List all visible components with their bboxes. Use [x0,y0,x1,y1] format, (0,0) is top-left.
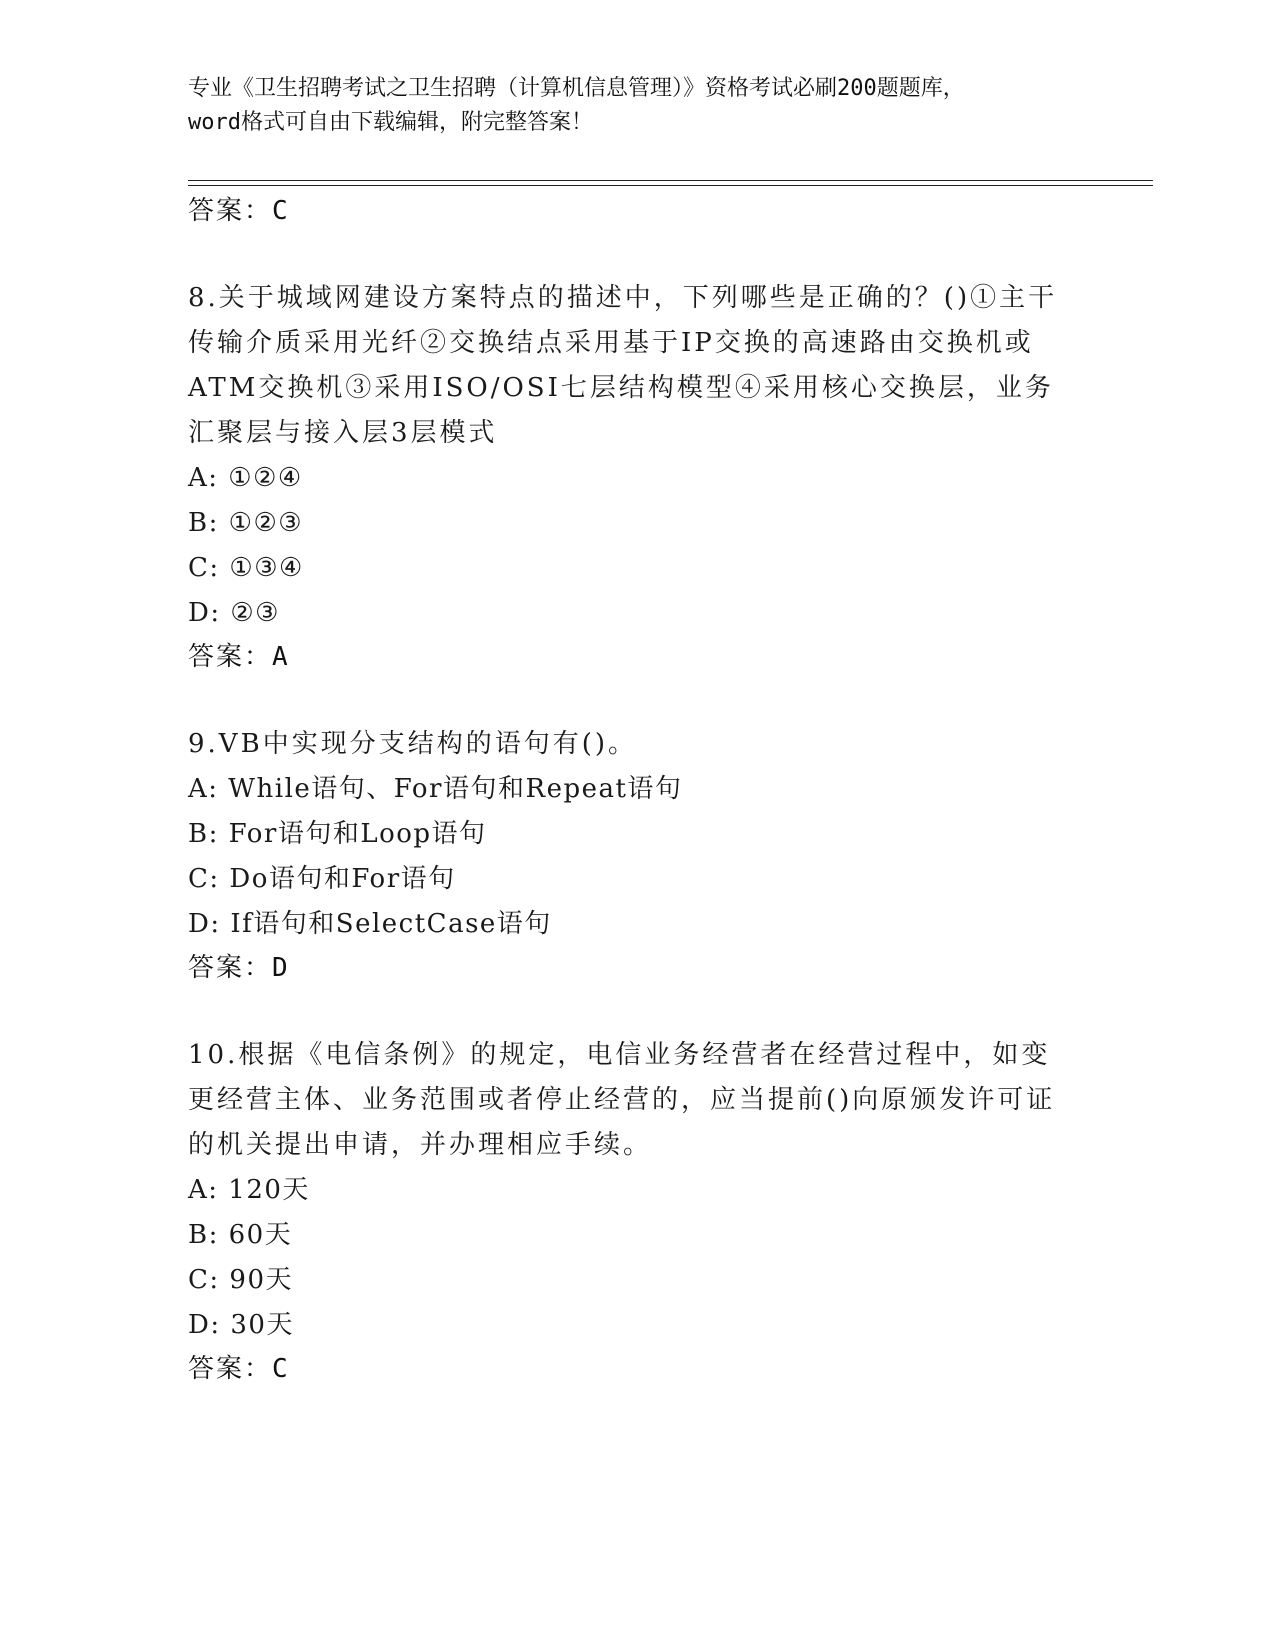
answer-value: C [272,196,288,226]
answer-label: 答案： [188,953,273,983]
question-text: 10.根据《电信条例》的规定，电信业务经营者在经营过程中，如变更经营主体、业务范围或者停止经营的，应当提前()向原颁发许可证的机关提出申请，并办理相应手续。 [188,1040,1056,1160]
answer-label: 答案： [188,642,273,672]
header-divider-top [188,180,1153,181]
question-text: 9.VB中实现分支结构的语句有()。 [188,729,637,759]
answer-label: 答案： [188,196,273,226]
option-a: A: ①②④ [188,463,303,493]
option-c: C: Do语句和For语句 [188,864,456,894]
question-block [188,722,1088,989]
option-b: B: For语句和Loop语句 [188,819,487,849]
answer-value: D [272,953,288,983]
header-line-1: 专业《卫生招聘考试之卫生招聘（计算机信息管理）》资格考试必刷200题题库， [188,76,965,101]
question-block [188,1033,1088,1390]
question-text: 8.关于城域网建设方案特点的描述中，下列哪些是正确的？()①主干传输介质采用光纤②交换结点采用基于IP交换的高速路由交换机或ATM交换机③采用ISO/OSI七层结构模型④采用核心交换层，业务汇聚层与接入层3层模式 [188,283,1058,448]
document-header [188,72,1088,140]
header-line-2: word格式可自由下载编辑，附完整答案！ [188,110,593,135]
answer-line [188,947,1088,989]
question-list [188,190,1088,1390]
option-b: B: 60天 [188,1220,293,1250]
answer-value: C [272,1354,288,1384]
previous-answer [188,190,1088,232]
option-a: A: 120天 [188,1175,310,1205]
question-block [188,276,1088,678]
option-c: C: ①③④ [188,553,304,583]
answer-value: A [272,642,288,672]
option-d: D: 30天 [188,1310,294,1340]
option-c: C: 90天 [188,1265,294,1295]
option-d: D: If语句和SelectCase语句 [188,909,552,939]
option-d: D: ②③ [188,598,280,628]
answer-line [188,1348,1088,1390]
answer-label: 答案： [188,1354,273,1384]
answer-line [188,636,1088,678]
header-divider-bottom [188,185,1153,186]
option-a: A: While语句、For语句和Repeat语句 [188,774,683,804]
option-b: B: ①②③ [188,508,304,538]
